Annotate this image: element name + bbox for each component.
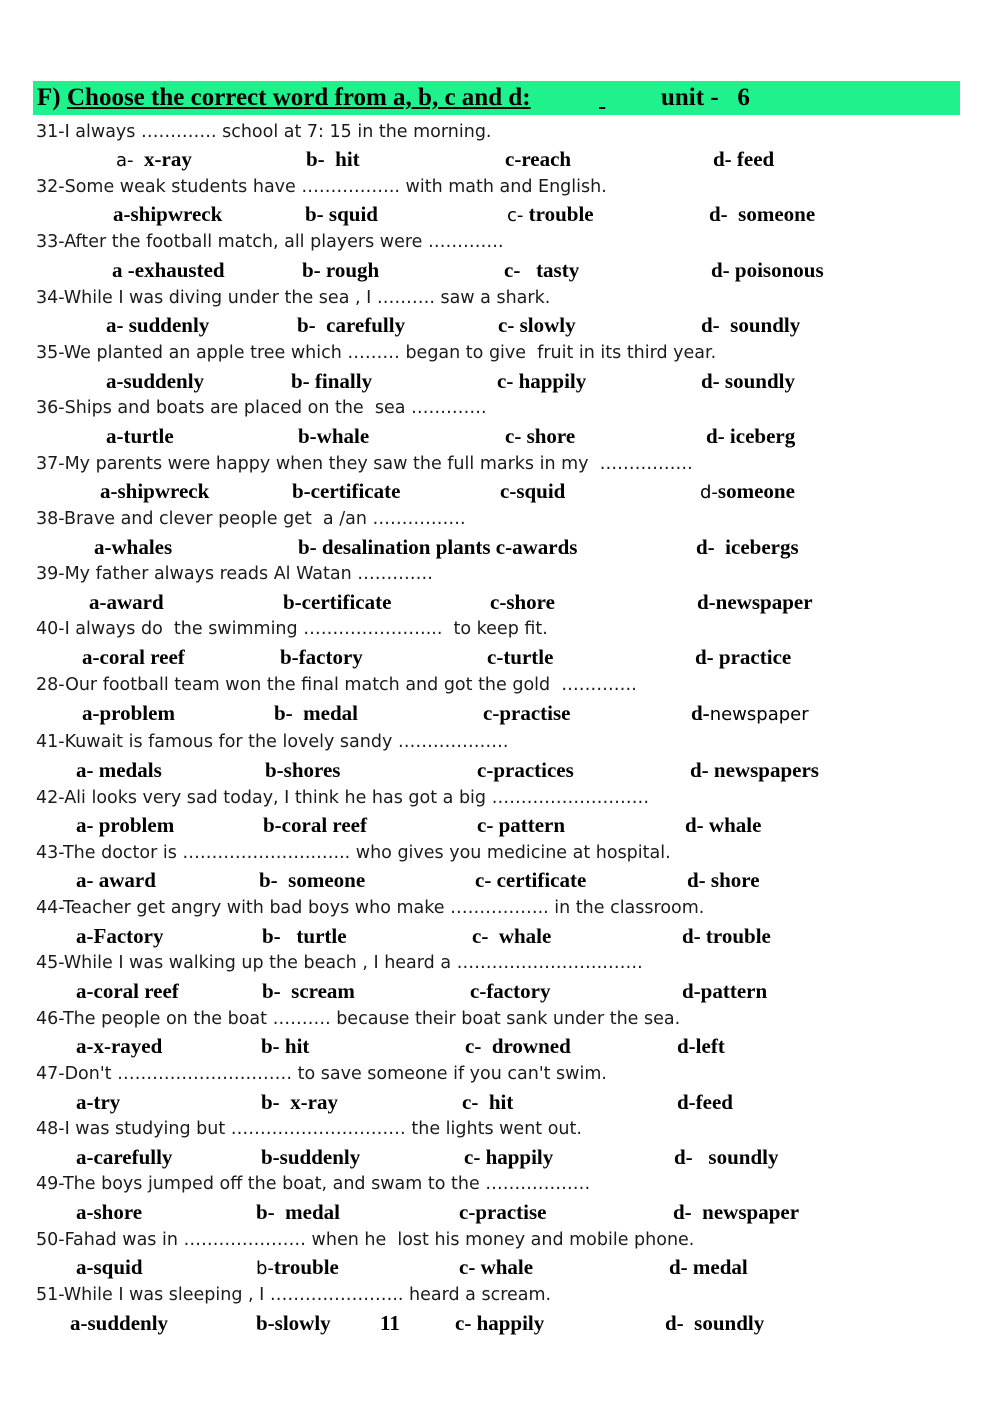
option-d: d-someone (700, 479, 795, 503)
question-text: 34-While I was diving under the sea , I ………. saw a shark. (36, 288, 551, 308)
option-d: d-pattern (682, 979, 768, 1003)
question-text: 32-Some weak students have …………….. with math and English. (36, 177, 607, 197)
option-d: d- soundly (674, 1145, 779, 1169)
question-text: 48-I was studying but ………………………… the lights went out. (36, 1119, 582, 1139)
question-text: 38-Brave and clever people get a /an ……………. (36, 509, 466, 529)
option-c: c-practise (459, 1200, 547, 1224)
option-d: d-newspaper (691, 701, 809, 725)
option-c: c-practise (483, 701, 571, 725)
option-a: a-squid (76, 1255, 143, 1279)
option-b: b- hit (261, 1034, 310, 1058)
option-b: b-certificate (283, 590, 392, 614)
option-b: b-coral reef (263, 813, 367, 837)
option-b: b- carefully (297, 313, 406, 337)
option-d: d-newspaper (697, 590, 813, 614)
option-b: b-trouble (256, 1255, 339, 1279)
option-a: a-carefully (76, 1145, 173, 1169)
question-text: 36-Ships and boats are placed on the sea …………. (36, 398, 487, 418)
option-a: a-x-rayed (76, 1034, 163, 1058)
option-a: a -exhausted (112, 258, 225, 282)
option-d: d-left (677, 1034, 725, 1058)
option-b: b-factory (280, 645, 363, 669)
question-text: 49-The boys jumped off the boat, and swam to the ……………… (36, 1174, 591, 1194)
option-c: c- tasty (504, 258, 580, 282)
question-text: 47-Don't ………………………… to save someone if you can't swim. (36, 1064, 607, 1084)
option-b: b- medal (274, 701, 358, 725)
option-a: a-award (89, 590, 164, 614)
option-d: d- soundly (701, 313, 801, 337)
option-b: b- turtle (262, 924, 347, 948)
option-a: a- award (76, 868, 156, 892)
question-text: 44-Teacher get angry with bad boys who make …………….. in the classroom. (36, 898, 705, 918)
option-c: c-factory (470, 979, 551, 1003)
option-b: b- rough (302, 258, 380, 282)
question-text: 40-I always do the swimming …………………... to keep fit. (36, 619, 548, 639)
option-c: c-turtle (487, 645, 554, 669)
option-d: d- feed (713, 147, 775, 171)
question-text: 37-My parents were happy when they saw the full marks in my ……………. (36, 454, 693, 474)
option-a: a-whales (94, 535, 173, 559)
option-c: c- slowly (498, 313, 576, 337)
option-a: a-suddenly (70, 1311, 169, 1335)
option-b: b- medal (256, 1200, 340, 1224)
option-a: a-turtle (106, 424, 174, 448)
option-c: c-squid (500, 479, 566, 503)
option-b: b-certificate (292, 479, 401, 503)
option-c: c-shore (490, 590, 555, 614)
question-text: 41-Kuwait is famous for the lovely sandy ………………. (36, 732, 509, 752)
option-a: a- problem (76, 813, 175, 837)
section-label: F) (37, 84, 61, 111)
option-c: c- hit (462, 1090, 514, 1114)
option-c: c- shore (505, 424, 576, 448)
question-text: 28-Our football team won the final match and got the gold …………. (36, 675, 637, 695)
question-text: 35-We planted an apple tree which ……… began to give fruit in its third year. (36, 343, 717, 363)
option-d: d- whale (685, 813, 762, 837)
option-b: b- someone (259, 868, 366, 892)
option-c: c- pattern (477, 813, 566, 837)
option-d: d- newspapers (690, 758, 819, 782)
page-number: 11 (380, 1311, 400, 1335)
option-d: d- trouble (682, 924, 771, 948)
section-header (33, 81, 960, 115)
option-b: b-slowly (256, 1311, 331, 1335)
option-a: a-shore (76, 1200, 143, 1224)
option-d: d- soundly (701, 369, 795, 393)
question-text: 45-While I was walking up the beach , I heard a …………………….……. (36, 953, 643, 973)
option-b: b- finally (291, 369, 373, 393)
option-a: a-shipwreck (100, 479, 210, 503)
option-c: c- drowned (465, 1034, 571, 1058)
question-text: 31-I always …………. school at 7: 15 in the morning. (36, 122, 492, 142)
option-d: d- iceberg (706, 424, 796, 448)
option-d: d-feed (677, 1090, 733, 1114)
option-d: d- someone (709, 202, 816, 226)
option-b: b- hit (306, 147, 360, 171)
option-c: c- certificate (475, 868, 587, 892)
option-b: b- squid (305, 202, 378, 226)
option-a: a-shipwreck (113, 202, 223, 226)
option-a: a-coral reef (82, 645, 185, 669)
option-c: c- whale (472, 924, 552, 948)
option-c: c- happily (455, 1311, 545, 1335)
unit-label: unit - 6 (661, 84, 750, 111)
option-c: c- whale (459, 1255, 534, 1279)
option-a: a-problem (82, 701, 175, 725)
option-c: c-reach (505, 147, 572, 171)
question-text: 42-Ali looks very sad today, I think he has got a big ……………………… (36, 788, 650, 808)
option-b: b-shores (265, 758, 341, 782)
option-b-c: b- desalination plants c-awards (298, 535, 578, 559)
option-a: a- suddenly (106, 313, 210, 337)
option-a: a- x-ray (116, 147, 192, 171)
question-text: 46-The people on the boat ………. because their boat sank under the sea. (36, 1009, 681, 1029)
option-d: d- poisonous (711, 258, 824, 282)
question-text: 43-The doctor is …………………..…... who gives you medicine at hospital. (36, 843, 671, 863)
option-c: c- happily (464, 1145, 554, 1169)
question-text: 33-After the football match, all players were …………. (36, 232, 504, 252)
option-d: d- shore (687, 868, 760, 892)
option-d: d- icebergs (696, 535, 799, 559)
question-text: 50-Fahad was in ………………… when he lost his money and mobile phone. (36, 1230, 695, 1250)
question-text: 51-While I was sleeping , I ………………….. heard a scream. (36, 1285, 552, 1305)
option-d: d- soundly (665, 1311, 765, 1335)
option-d: d- newspaper (673, 1200, 800, 1224)
option-d: d- medal (669, 1255, 748, 1279)
option-b: b-whale (298, 424, 370, 448)
section-instruction: Choose the correct word from a, b, c and d: (67, 84, 531, 111)
option-d: d- practice (695, 645, 792, 669)
option-c: c-practices (477, 758, 574, 782)
option-a: a-suddenly (106, 369, 205, 393)
option-a: a-try (76, 1090, 121, 1114)
option-b: b- scream (262, 979, 355, 1003)
question-text: 39-My father always reads Al Watan …………. (36, 564, 433, 584)
option-c: c- happily (497, 369, 587, 393)
option-b: b- x-ray (261, 1090, 338, 1114)
option-c: c- trouble (507, 202, 594, 226)
option-a: a-Factory (76, 924, 164, 948)
option-a: a-coral reef (76, 979, 179, 1003)
option-b: b-suddenly (261, 1145, 361, 1169)
option-a: a- medals (76, 758, 162, 782)
